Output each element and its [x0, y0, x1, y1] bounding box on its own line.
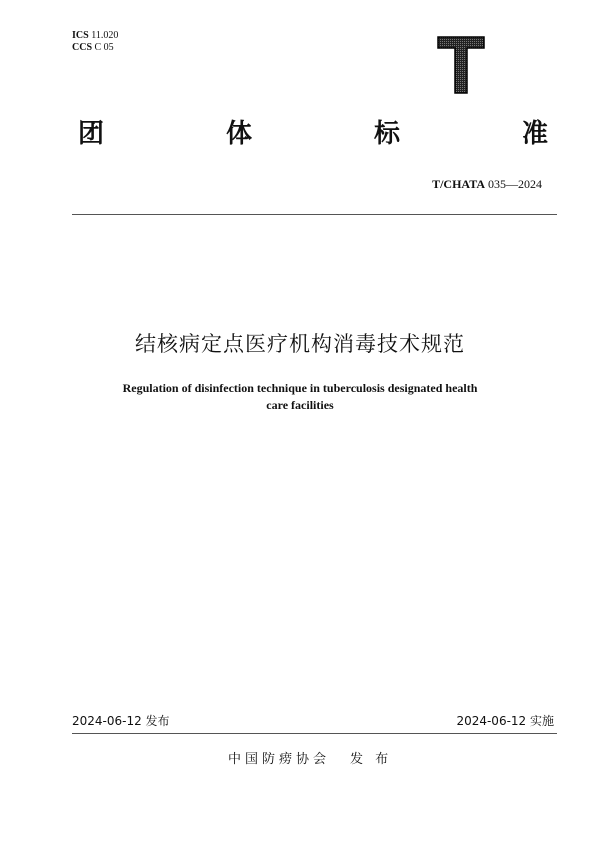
standard-type-char: 体	[225, 119, 252, 149]
release-date: 2024-06-12 发布	[72, 714, 170, 728]
ics-value: 11.020	[91, 30, 119, 41]
ics-label: ICS	[72, 30, 89, 41]
standard-type-char: 准	[521, 119, 548, 149]
standard-code	[432, 177, 542, 191]
title-english-line: Regulation of disinfection technique in tuberculosis designated health	[122, 381, 478, 395]
publisher	[228, 752, 392, 768]
standard-type-heading	[78, 118, 548, 150]
classification-codes	[72, 30, 118, 54]
ics-code	[72, 30, 118, 42]
implementation-date: 2024-06-12 实施	[456, 714, 554, 728]
title-english	[80, 380, 520, 414]
ccs-value: C 05	[94, 42, 114, 53]
standard-code-prefix: T/CHATA	[432, 177, 485, 191]
ccs-label: CCS	[72, 42, 93, 53]
bottom-divider	[72, 733, 557, 734]
ccs-code	[72, 42, 118, 54]
publisher-action: 发 布	[350, 752, 393, 767]
t-standard-logo-icon	[436, 35, 486, 95]
standard-code-number: 035—2024	[488, 177, 542, 191]
title-chinese: 结核病定点医疗机构消毒技术规范	[135, 332, 465, 356]
top-divider	[72, 214, 557, 215]
title-english-line: care facilities	[266, 398, 334, 412]
standard-type-char: 团	[78, 119, 105, 149]
publisher-name: 中国防痨协会	[228, 752, 331, 767]
standard-type-char: 标	[373, 119, 400, 149]
